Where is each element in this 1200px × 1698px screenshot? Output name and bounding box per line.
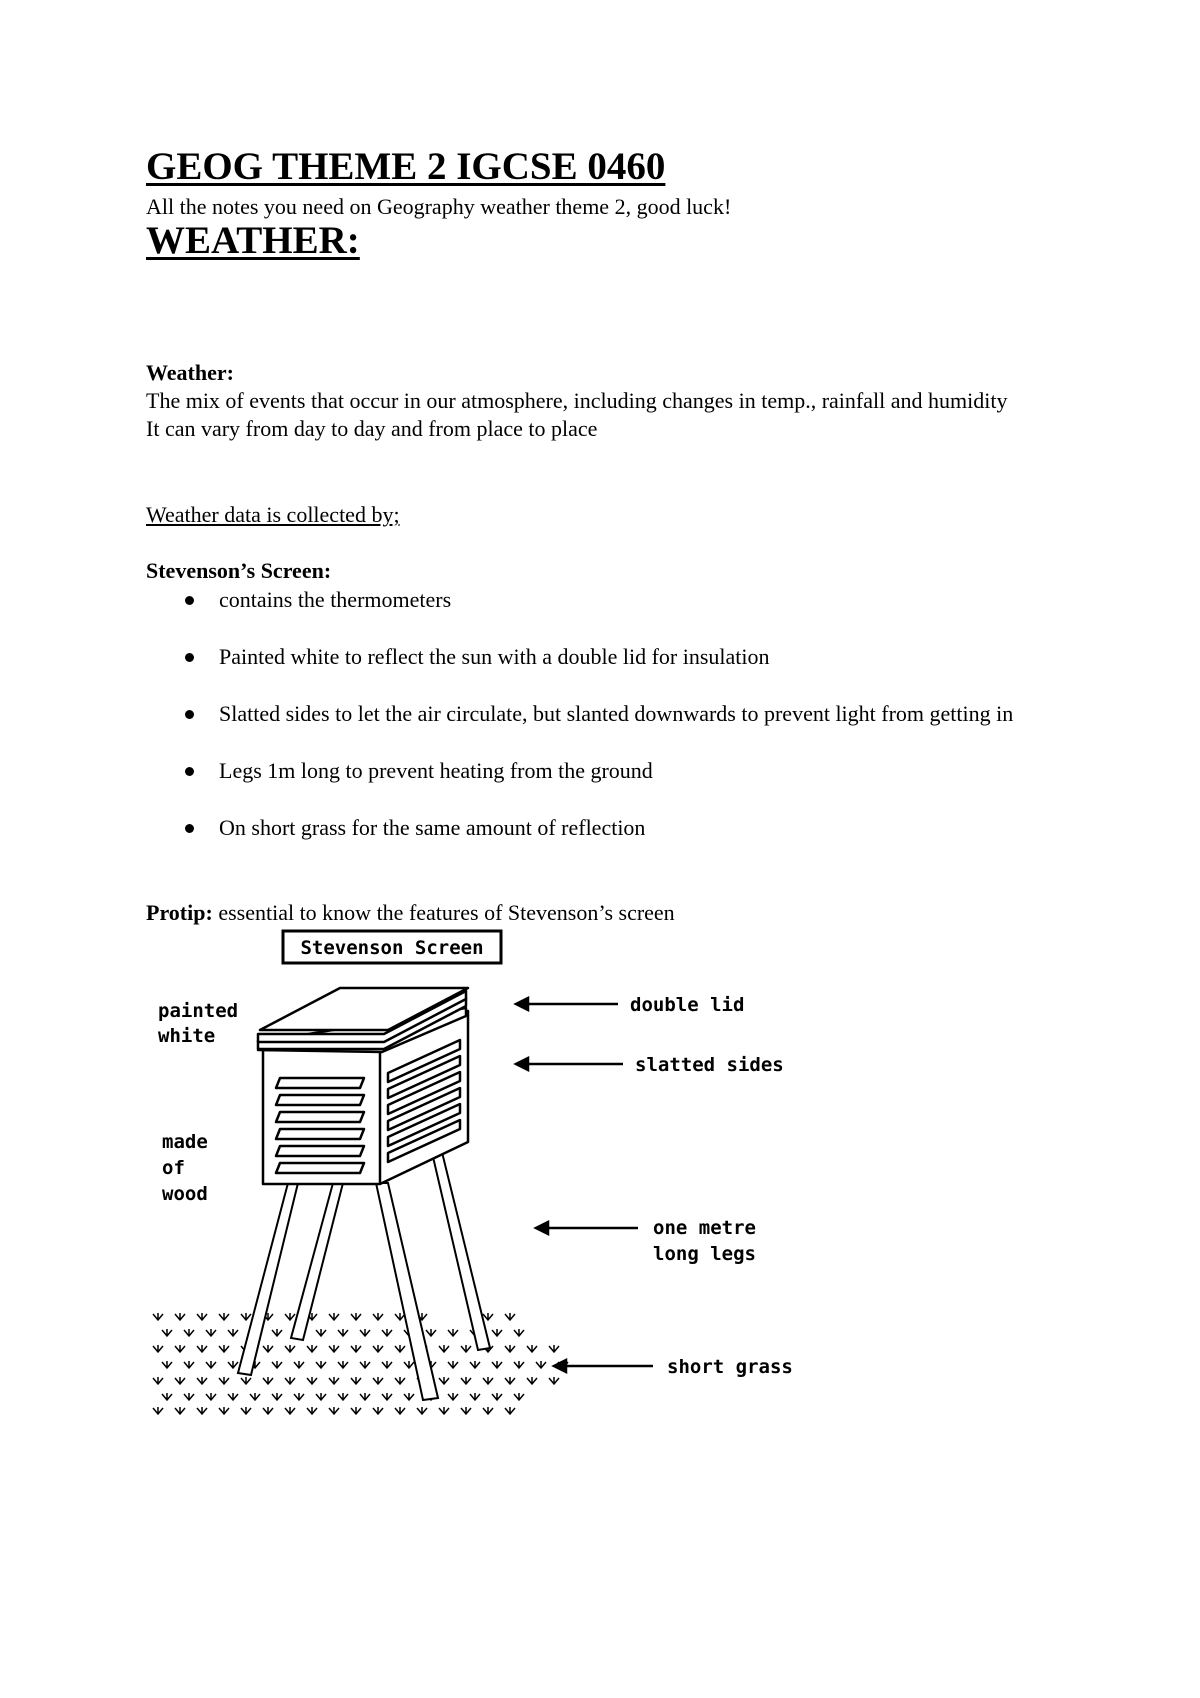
grass-tuft xyxy=(285,1377,295,1384)
grass-tuft xyxy=(184,1361,194,1368)
label-double-lid: double lid xyxy=(630,994,745,1016)
list-item: Legs 1m long to prevent heating from the ground xyxy=(146,757,1026,785)
grass-tuft xyxy=(153,1407,163,1414)
grass-tuft xyxy=(219,1313,229,1320)
screen-heading: Stevenson’s Screen: xyxy=(146,558,332,583)
grass-tuft xyxy=(483,1313,493,1320)
grass-tuft xyxy=(461,1377,471,1384)
grass-tuft xyxy=(184,1329,194,1336)
collected-by-line xyxy=(146,501,1026,529)
grass-tuft xyxy=(272,1393,282,1400)
grass-tuft xyxy=(329,1377,339,1384)
grass-tuft xyxy=(197,1377,207,1384)
document-subtitle: All the notes you need on Geography weather theme 2, good luck! xyxy=(146,194,732,219)
grass-tuft xyxy=(307,1345,317,1352)
grass-tuft xyxy=(483,1377,493,1384)
grass-tuft xyxy=(241,1407,251,1414)
grass-tuft xyxy=(439,1407,449,1414)
grass-tuft xyxy=(492,1393,502,1400)
grass-tuft xyxy=(162,1329,172,1336)
grass-tuft xyxy=(505,1345,515,1352)
grass-tuft xyxy=(461,1407,471,1414)
grass-tuft xyxy=(505,1313,515,1320)
grass-tuft xyxy=(184,1393,194,1400)
list-item: contains the thermometers xyxy=(146,586,1026,614)
grass-tuft xyxy=(162,1393,172,1400)
grass-tuft xyxy=(153,1377,163,1384)
grass-tuft xyxy=(338,1393,348,1400)
grass-tuft xyxy=(285,1313,295,1320)
bullet-icon xyxy=(185,653,194,662)
protip-text: essential to know the features of Stevenson’s screen xyxy=(212,900,675,925)
stevenson-screen-diagram xyxy=(148,928,808,1438)
grass-tuft xyxy=(175,1345,185,1352)
grass-tuft xyxy=(395,1407,405,1414)
grass-tuft xyxy=(272,1329,282,1336)
grass-tuft xyxy=(417,1407,427,1414)
list-item: Painted white to reflect the sun with a double lid for insulation xyxy=(146,643,1026,671)
grass-tuft xyxy=(351,1377,361,1384)
grass-tuft xyxy=(448,1361,458,1368)
grass-tuft xyxy=(360,1329,370,1336)
grass-tuft xyxy=(514,1361,524,1368)
grass-tuft xyxy=(373,1377,383,1384)
grass-tuft xyxy=(536,1361,546,1368)
grass-tuft xyxy=(351,1313,361,1320)
grass-tuft xyxy=(514,1329,524,1336)
grass-tuft xyxy=(505,1377,515,1384)
grass-tuft xyxy=(153,1313,163,1320)
grass-tuft xyxy=(175,1313,185,1320)
grass-tuft xyxy=(241,1377,251,1384)
grass-tuft xyxy=(307,1377,317,1384)
grass-tuft xyxy=(219,1377,229,1384)
leg-back-left xyxy=(291,1183,343,1340)
leg-front-right xyxy=(376,1183,438,1400)
grass-tuft xyxy=(329,1345,339,1352)
grass-tuft xyxy=(307,1407,317,1414)
grass-tuft xyxy=(153,1345,163,1352)
label-made-line2: of xyxy=(162,1157,185,1179)
grass-tuft xyxy=(228,1329,238,1336)
weather-definition-block xyxy=(146,359,1026,443)
label-slatted-sides: slatted sides xyxy=(635,1054,784,1076)
list-item: Slatted sides to let the air circulate, but slanted downwards to prevent light from getting in xyxy=(146,700,1026,728)
grass-tuft xyxy=(395,1345,405,1352)
grass-tuft xyxy=(439,1377,449,1384)
grass-tuft xyxy=(395,1377,405,1384)
grass-tuft xyxy=(527,1345,537,1352)
grass-tuft xyxy=(448,1329,458,1336)
grass-tuft xyxy=(197,1407,207,1414)
grass-tuft xyxy=(316,1329,326,1336)
grass-tuft xyxy=(448,1393,458,1400)
grass-tuft xyxy=(250,1393,260,1400)
grass-tuft xyxy=(206,1329,216,1336)
grass-tuft xyxy=(272,1361,282,1368)
grass-tuft xyxy=(329,1313,339,1320)
grass-tuft xyxy=(228,1393,238,1400)
diagram-title-box xyxy=(283,931,501,963)
grass-tuft xyxy=(470,1361,480,1368)
grass-tuft xyxy=(197,1345,207,1352)
diagram-title: Stevenson Screen xyxy=(300,937,484,959)
bullet-icon xyxy=(185,596,194,605)
grass-tuft xyxy=(527,1377,537,1384)
grass-tuft xyxy=(175,1407,185,1414)
grass-tuft xyxy=(470,1393,480,1400)
grass-tuft xyxy=(373,1313,383,1320)
label-made-line1: made xyxy=(162,1131,208,1153)
weather-variation: It can vary from day to day and from place to place xyxy=(146,416,598,441)
label-short-grass: short grass xyxy=(667,1356,793,1378)
grass-tuft xyxy=(219,1407,229,1414)
grass-tuft xyxy=(360,1393,370,1400)
grass-tuft xyxy=(197,1313,207,1320)
grass-tuft xyxy=(439,1345,449,1352)
grass-tuft xyxy=(294,1361,304,1368)
bullet-icon xyxy=(185,767,194,776)
grass-tuft xyxy=(461,1345,471,1352)
protip-label: Protip: xyxy=(146,900,213,925)
grass-tuft xyxy=(241,1313,251,1320)
grass-tuft xyxy=(492,1361,502,1368)
bullet-icon xyxy=(185,710,194,719)
grass-tuft xyxy=(316,1393,326,1400)
weather-label: Weather: xyxy=(146,360,234,385)
leg-back-right xyxy=(430,1144,490,1350)
label-legs-line2: long legs xyxy=(653,1243,756,1265)
grass-tuft xyxy=(373,1407,383,1414)
grass-tuft xyxy=(263,1377,273,1384)
grass-tuft xyxy=(492,1329,502,1336)
label-made-line3: wood xyxy=(162,1183,208,1205)
list-item: On short grass for the same amount of reflection xyxy=(146,814,1026,842)
weather-definition: The mix of events that occur in our atmosphere, including changes in temp., rainfall and humidity xyxy=(146,388,1008,413)
section-heading: WEATHER: xyxy=(146,219,360,262)
pointer-arrows xyxy=(516,998,653,1372)
grass-tuft xyxy=(175,1377,185,1384)
grass-tuft xyxy=(338,1329,348,1336)
grass-tuft xyxy=(206,1393,216,1400)
feature-list xyxy=(146,586,1026,871)
grass-tuft xyxy=(162,1361,172,1368)
grass-tuft xyxy=(228,1361,238,1368)
grass-tuft xyxy=(549,1377,559,1384)
grass-drawing xyxy=(153,1313,568,1414)
grass-tuft xyxy=(329,1407,339,1414)
grass-tuft xyxy=(360,1361,370,1368)
grass-tuft xyxy=(404,1393,414,1400)
label-painted-line1: painted xyxy=(158,1000,239,1022)
grass-tuft xyxy=(382,1361,392,1368)
grass-tuft xyxy=(206,1361,216,1368)
grass-tuft xyxy=(294,1393,304,1400)
label-legs-line1: one metre xyxy=(653,1217,756,1239)
label-painted-line2: white xyxy=(158,1025,216,1047)
grass-tuft xyxy=(263,1407,273,1414)
document-title: GEOG THEME 2 IGCSE 0460 xyxy=(146,145,666,188)
grass-tuft xyxy=(338,1361,348,1368)
grass-tuft xyxy=(549,1345,559,1352)
screen-box xyxy=(258,988,468,1184)
grass-tuft xyxy=(373,1345,383,1352)
grass-tuft xyxy=(483,1407,493,1414)
protip-line xyxy=(146,899,1026,927)
grass-tuft xyxy=(285,1407,295,1414)
grass-tuft xyxy=(285,1345,295,1352)
grass-tuft xyxy=(219,1345,229,1352)
grass-tuft xyxy=(404,1361,414,1368)
grass-tuft xyxy=(382,1329,392,1336)
grass-tuft xyxy=(514,1393,524,1400)
grass-tuft xyxy=(351,1345,361,1352)
grass-tuft xyxy=(382,1393,392,1400)
grass-tuft xyxy=(351,1407,361,1414)
bullet-icon xyxy=(185,824,194,833)
grass-tuft xyxy=(505,1407,515,1414)
grass-tuft xyxy=(426,1329,436,1336)
grass-tuft xyxy=(263,1345,273,1352)
grass-tuft xyxy=(316,1361,326,1368)
collected-by-text: Weather data is collected by; xyxy=(146,502,400,527)
